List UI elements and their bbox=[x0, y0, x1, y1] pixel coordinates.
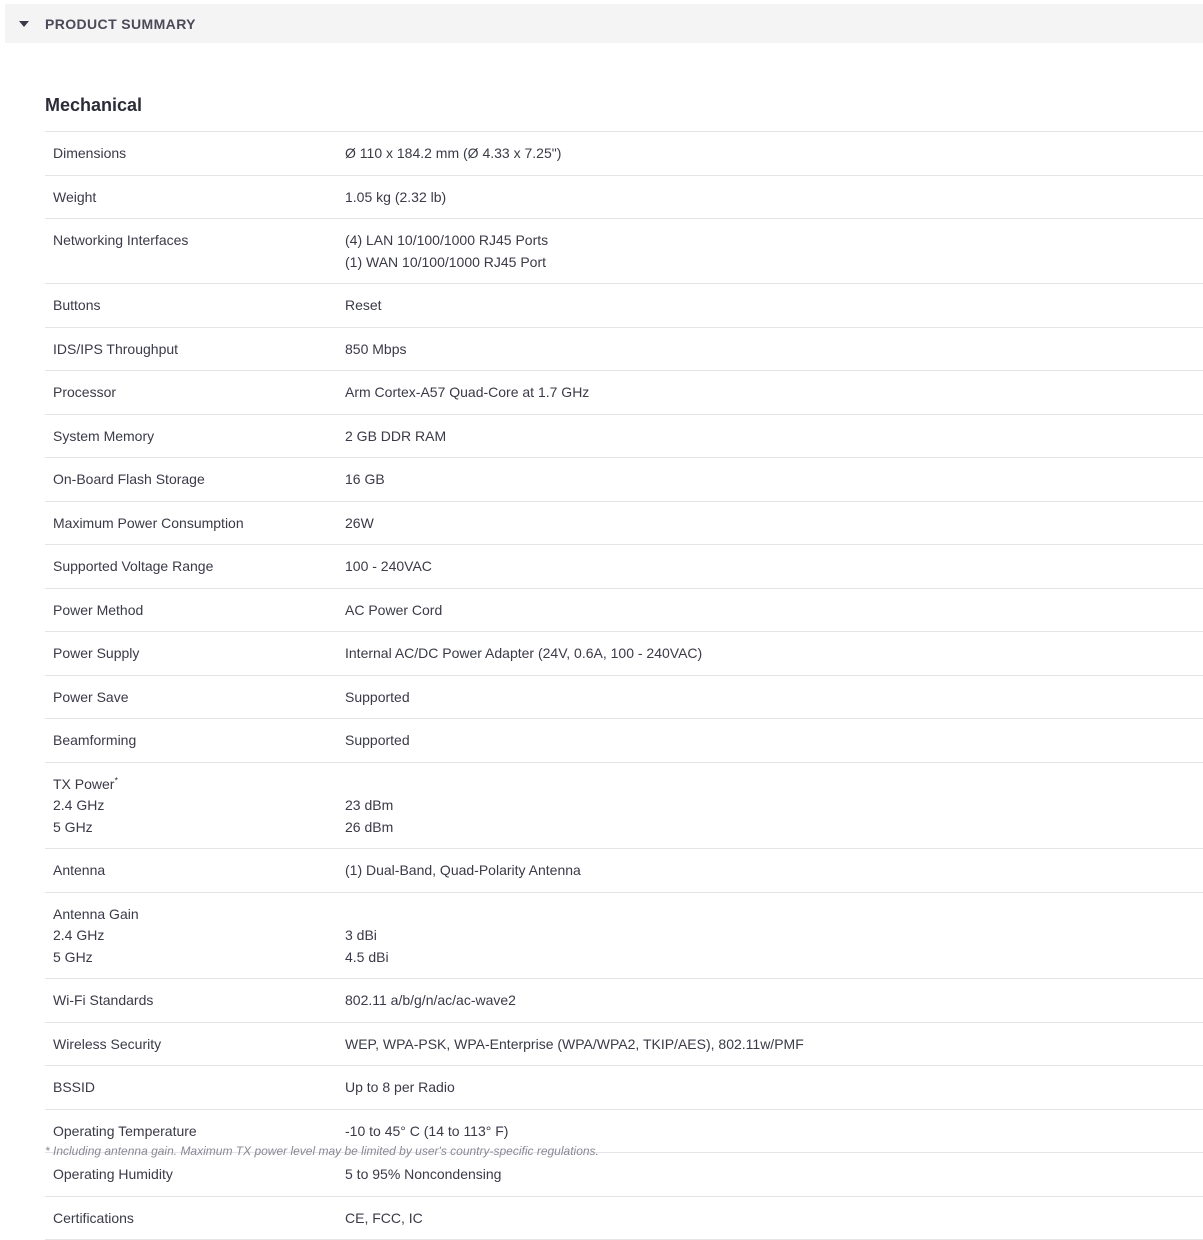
product-summary-label: PRODUCT SUMMARY bbox=[45, 16, 196, 32]
spec-table bbox=[45, 131, 1203, 1240]
spec-sub-label: 2.4 GHz bbox=[53, 925, 345, 947]
spec-value: Supported bbox=[345, 687, 1203, 709]
spec-row-power-method bbox=[45, 589, 1203, 633]
spec-sub-value: 23 dBm bbox=[345, 795, 1203, 817]
spec-row-memory bbox=[45, 415, 1203, 459]
product-summary-toggle[interactable] bbox=[5, 4, 1203, 43]
spec-label: IDS/IPS Throughput bbox=[45, 339, 345, 361]
spec-value bbox=[345, 774, 1203, 839]
footnote: * Including antenna gain. Maximum TX power level may be limited by user's country-specific regulations. bbox=[45, 1144, 599, 1158]
spec-row-flash bbox=[45, 458, 1203, 502]
spec-value: 100 - 240VAC bbox=[345, 556, 1203, 578]
spec-value: Up to 8 per Radio bbox=[345, 1077, 1203, 1099]
spec-value: Arm Cortex-A57 Quad-Core at 1.7 GHz bbox=[345, 382, 1203, 404]
spec-row-security bbox=[45, 1023, 1203, 1067]
spec-row-certifications bbox=[45, 1197, 1203, 1240]
spec-sub-value: 26 dBm bbox=[345, 817, 1203, 839]
spec-sub-value: 3 dBi bbox=[345, 925, 1203, 947]
spec-value-line: (4) LAN 10/100/1000 RJ45 Ports bbox=[345, 230, 1203, 252]
spec-value: 16 GB bbox=[345, 469, 1203, 491]
spec-value: (1) Dual-Band, Quad-Polarity Antenna bbox=[345, 860, 1203, 882]
spacer bbox=[345, 774, 1203, 796]
spec-label: System Memory bbox=[45, 426, 345, 448]
spec-sub-value: 4.5 dBi bbox=[345, 947, 1203, 969]
spec-value: 1.05 kg (2.32 lb) bbox=[345, 187, 1203, 209]
spec-value: 850 Mbps bbox=[345, 339, 1203, 361]
spec-value: 2 GB DDR RAM bbox=[345, 426, 1203, 448]
spec-row-tx-power bbox=[45, 763, 1203, 850]
spec-label-line: Antenna Gain bbox=[53, 904, 345, 926]
spec-label: BSSID bbox=[45, 1077, 345, 1099]
spec-row-power-save bbox=[45, 676, 1203, 720]
spec-row-buttons bbox=[45, 284, 1203, 328]
spec-value: Ø 110 x 184.2 mm (Ø 4.33 x 7.25") bbox=[345, 143, 1203, 165]
spec-label: Operating Temperature bbox=[45, 1121, 345, 1143]
spec-row-antenna-gain bbox=[45, 893, 1203, 980]
spec-label-line bbox=[53, 774, 345, 796]
spec-label: Networking Interfaces bbox=[45, 230, 345, 273]
spec-row-dimensions bbox=[45, 132, 1203, 176]
spec-value-line: (1) WAN 10/100/1000 RJ45 Port bbox=[345, 252, 1203, 274]
section-title: Mechanical bbox=[45, 95, 142, 116]
spec-value: AC Power Cord bbox=[345, 600, 1203, 622]
spec-value: WEP, WPA-PSK, WPA-Enterprise (WPA/WPA2, TKIP/AES), 802.11w/PMF bbox=[345, 1034, 1203, 1056]
spec-label: Operating Humidity bbox=[45, 1164, 345, 1186]
spec-row-max-power bbox=[45, 502, 1203, 546]
spec-value: Internal AC/DC Power Adapter (24V, 0.6A, 100 - 240VAC) bbox=[345, 643, 1203, 665]
spec-label: Wi-Fi Standards bbox=[45, 990, 345, 1012]
spec-row-antenna bbox=[45, 849, 1203, 893]
spec-sub-label: 5 GHz bbox=[53, 947, 345, 969]
tx-power-label: TX Power bbox=[53, 776, 114, 792]
spec-row-wifi bbox=[45, 979, 1203, 1023]
footnote-marker: * bbox=[114, 775, 118, 785]
spec-row-ids-ips bbox=[45, 328, 1203, 372]
spec-label: Antenna bbox=[45, 860, 345, 882]
spec-value: 802.11 a/b/g/n/ac/ac-wave2 bbox=[345, 990, 1203, 1012]
spec-label: Buttons bbox=[45, 295, 345, 317]
spec-value: 26W bbox=[345, 513, 1203, 535]
spec-sub-label: 2.4 GHz bbox=[53, 795, 345, 817]
spec-row-power-supply bbox=[45, 632, 1203, 676]
spec-row-weight bbox=[45, 176, 1203, 220]
caret-down-icon bbox=[19, 21, 29, 27]
spec-value: 5 to 95% Noncondensing bbox=[345, 1164, 1203, 1186]
spec-row-beamforming bbox=[45, 719, 1203, 763]
spec-label: Beamforming bbox=[45, 730, 345, 752]
spec-label: Weight bbox=[45, 187, 345, 209]
spec-label: Power Save bbox=[45, 687, 345, 709]
spec-value: -10 to 45° C (14 to 113° F) bbox=[345, 1121, 1203, 1143]
spec-label: Certifications bbox=[45, 1208, 345, 1230]
spec-row-networking bbox=[45, 219, 1203, 284]
spec-label: On-Board Flash Storage bbox=[45, 469, 345, 491]
spec-value: CE, FCC, IC bbox=[345, 1208, 1203, 1230]
spec-label: Power Method bbox=[45, 600, 345, 622]
spec-label: Processor bbox=[45, 382, 345, 404]
spec-value: Supported bbox=[345, 730, 1203, 752]
spec-row-voltage bbox=[45, 545, 1203, 589]
spec-label: Wireless Security bbox=[45, 1034, 345, 1056]
spec-label bbox=[45, 774, 345, 839]
spec-row-processor bbox=[45, 371, 1203, 415]
spec-label: Supported Voltage Range bbox=[45, 556, 345, 578]
spec-row-bssid bbox=[45, 1066, 1203, 1110]
spec-label bbox=[45, 904, 345, 969]
spec-value bbox=[345, 904, 1203, 969]
spacer bbox=[345, 904, 1203, 926]
spec-value bbox=[345, 230, 1203, 273]
spec-label: Power Supply bbox=[45, 643, 345, 665]
spec-label: Dimensions bbox=[45, 143, 345, 165]
spec-value: Reset bbox=[345, 295, 1203, 317]
spec-sub-label: 5 GHz bbox=[53, 817, 345, 839]
spec-label: Maximum Power Consumption bbox=[45, 513, 345, 535]
